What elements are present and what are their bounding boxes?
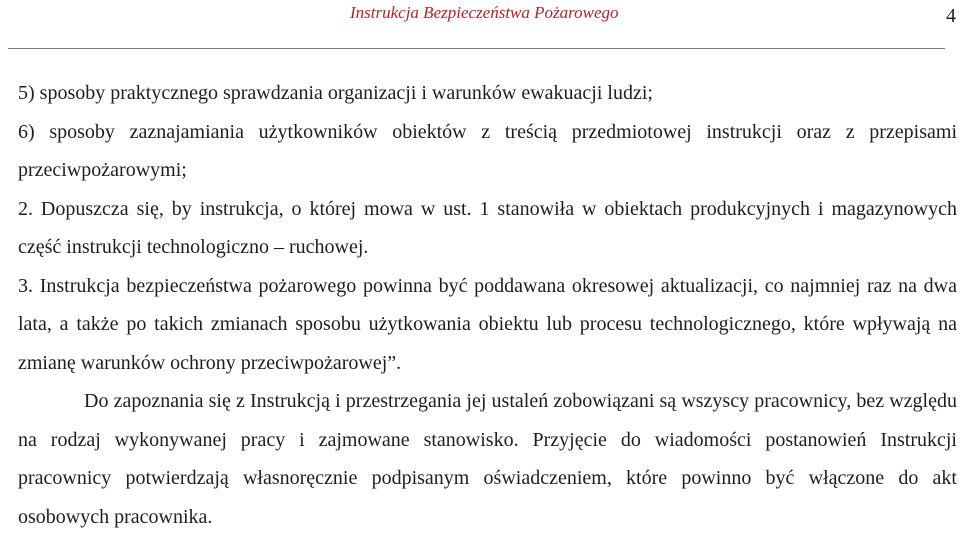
document-title: Instrukcja Bezpieczeństwa Pożarowego bbox=[350, 3, 619, 22]
page-number: 4 bbox=[946, 5, 956, 27]
paragraph-obligation: Do zapoznania się z Instrukcją i przestrzegania jej ustaleń zobowiązani są wszyscy pracownicy, bez względu na rodzaj wykonywanej pracy i zajmowane stanowisko. Przyjęcie do wiadomości postanowień Instrukcji pracownicy potwierdzają własnoręcznie podpisanym oświadczeniem, które powinno być włączone do akt osobowych pracownika. bbox=[18, 390, 957, 528]
paragraph-2: 2. Dopuszcza się, by instrukcja, o której mowa w ust. 1 stanowiła w obiektach produkcyjnych i magazynowych część instrukcji technologiczno – ruchowej. bbox=[18, 197, 957, 258]
header-divider bbox=[8, 48, 945, 49]
page-header bbox=[0, 0, 960, 52]
list-item-evacuation-check: 5) sposoby praktycznego sprawdzania organizacji i warunków ewakuacji ludzi; bbox=[18, 82, 653, 104]
paragraph-3: 3. Instrukcja bezpieczeństwa pożarowego powinna być poddawana okresowej aktualizacji, co najmniej raz na dwa lata, a także po takich zmianach sposobu użytkowania obiektu lub procesu technologicznego, które wpływają na zmianę warunków ochrony przeciwpożarowej”. bbox=[18, 274, 957, 374]
list-item-familiarization: 6) sposoby zaznajamiania użytkowników obiektów z treścią przedmiotowej instrukcji oraz z przepisami przeciwpożarowymi; bbox=[18, 120, 957, 181]
document-body bbox=[18, 74, 957, 536]
